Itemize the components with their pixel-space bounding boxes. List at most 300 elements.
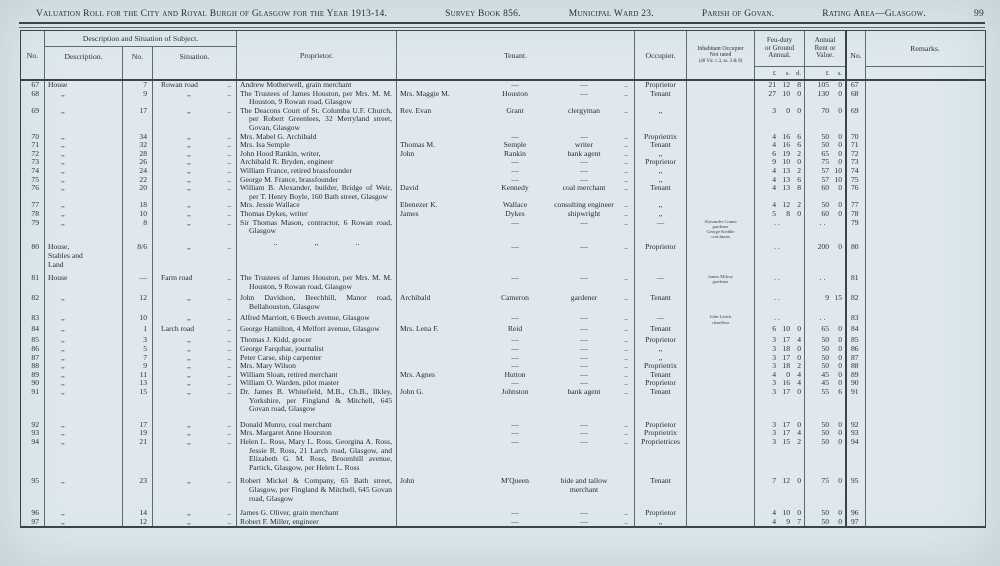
tenant-forename	[397, 509, 480, 518]
cell-proprietor: Archibald R. Bryden, engineer	[237, 158, 397, 167]
ditto-dots: ..	[227, 165, 231, 175]
tenant-forename	[397, 274, 480, 291]
money-part: s.	[837, 69, 842, 77]
cell-street-no: 34	[123, 133, 153, 142]
money-part: 65	[821, 323, 829, 333]
ditto-dots: ..	[624, 183, 628, 193]
tenant-surname: Houston	[502, 88, 528, 98]
cell-feu-duty	[755, 388, 805, 414]
situation-text: ,,	[187, 242, 191, 252]
money-part: 18	[782, 344, 790, 354]
ditto-dots: ..	[227, 293, 231, 303]
ditto-mark: ,,	[314, 238, 319, 248]
cell-no-left: 85	[21, 333, 45, 345]
tenant-forename: Thomas M.	[400, 140, 436, 150]
cell-occupier: ,,	[635, 176, 687, 185]
rating-area-label: Rating Area—Glasgow.	[822, 9, 927, 19]
money-part: 75	[821, 157, 829, 167]
ditto-dots: ..	[227, 273, 231, 283]
cell-street-no: 13	[123, 379, 153, 388]
ditto-dots: ..	[227, 352, 231, 362]
ditto-dots: ..	[227, 157, 231, 167]
inhabitant-line: James Milroy	[707, 274, 734, 280]
cell-feu-duty: ..	[755, 291, 805, 311]
situation-text: ,,	[187, 105, 191, 115]
ditto-dots: ..	[227, 428, 231, 438]
cell-remarks	[866, 184, 984, 201]
cell-no-right: 91	[847, 388, 866, 414]
situation-text: ,,	[187, 378, 191, 388]
cell-description	[45, 472, 123, 503]
tenant-forename: James	[400, 208, 419, 218]
tenant-occupation: —	[580, 242, 588, 252]
description-line: ,,	[61, 88, 65, 98]
cell-proprietor: John Hood Rankin, writer,	[237, 150, 397, 159]
tenant-occupation: hide and tallow merchant	[560, 476, 608, 494]
cell-no-right: 77	[847, 201, 866, 210]
money-part: 0	[838, 157, 842, 167]
ditto-dots: ..	[227, 131, 231, 141]
money-part: 0	[838, 508, 842, 518]
cell-no-right: 86	[847, 345, 866, 354]
ditto-dots: ..	[624, 369, 628, 379]
cell-street-no: 7	[123, 354, 153, 363]
cell-remarks	[866, 81, 984, 90]
tenant-occupation: —	[580, 369, 588, 379]
cell-description	[45, 345, 123, 354]
description-line: ,,	[61, 208, 65, 218]
cell-annual-rent	[805, 291, 847, 311]
money-part: 10	[782, 157, 790, 167]
cell-description	[45, 219, 123, 240]
cell-feu-duty	[755, 414, 805, 430]
money-part: 0	[797, 352, 801, 362]
header-remarks-title: Remarks.	[910, 43, 940, 53]
cell-no-left: 78	[21, 210, 45, 219]
cell-feu-duty: ..	[755, 219, 805, 240]
situation-text: ,,	[187, 183, 191, 193]
cell-no-right: 78	[847, 210, 866, 219]
money-part: 0	[797, 508, 801, 518]
money-part: 2	[797, 165, 801, 175]
money-part: 200	[817, 242, 829, 252]
money-part: 0	[797, 157, 801, 167]
money-part: d.	[796, 69, 801, 77]
cell-no-right: 68	[847, 90, 866, 107]
cell-no-left: 89	[21, 371, 45, 380]
cell-no-right: 97	[847, 518, 866, 527]
cell-occupier: —	[635, 269, 687, 291]
cell-occupier: ,,	[635, 210, 687, 219]
money-part: 0	[797, 208, 801, 218]
money-part: 6	[772, 323, 776, 333]
money-part: £	[825, 69, 829, 77]
situation-text: ,,	[187, 361, 191, 371]
money-part: 50	[821, 428, 829, 438]
cell-no-left: 82	[21, 291, 45, 311]
cell-inhabitant-occupier	[687, 210, 755, 219]
cell-situation	[153, 133, 237, 142]
survey-book-label: Survey Book 856.	[445, 9, 521, 19]
cell-situation	[153, 239, 237, 269]
ditto-mark: ..	[273, 238, 278, 248]
cell-remarks	[866, 133, 984, 142]
ditto-dots: ..	[624, 378, 628, 388]
cell-no-right: 72	[847, 150, 866, 159]
tenant-surname: Kennedy	[501, 183, 529, 193]
cell-inhabitant-occupier	[687, 362, 755, 371]
cell-description	[45, 354, 123, 363]
ditto-dots: ..	[227, 335, 231, 345]
cell-situation	[153, 150, 237, 159]
cell-situation	[153, 184, 237, 201]
cell-no-left: 81	[21, 269, 45, 291]
tenant-forename	[397, 336, 480, 345]
tenant-surname: —	[511, 273, 519, 283]
money-part: 6	[772, 148, 776, 158]
cell-situation	[153, 167, 237, 176]
money-part: 2	[797, 148, 801, 158]
situation-text: ,,	[187, 165, 191, 175]
money-part: 50	[821, 344, 829, 354]
tenant-surname: —	[511, 80, 519, 89]
cell-annual-rent	[805, 503, 847, 518]
tenant-forename: Mrs. Maggie M.	[400, 88, 450, 98]
ditto-dots: ..	[227, 323, 231, 333]
description-line: ,,	[61, 217, 65, 227]
cell-tenant	[397, 325, 635, 334]
cell-occupier: Proprietor	[635, 333, 687, 345]
cell-no-right: 92	[847, 414, 866, 430]
cell-inhabitant-occupier	[687, 371, 755, 380]
cell-remarks	[866, 333, 984, 345]
ditto-dots: ..	[624, 516, 628, 526]
cell-no-left: 83	[21, 311, 45, 324]
cell-situation	[153, 90, 237, 107]
cell-annual-rent	[805, 107, 847, 133]
masthead-divider-rule	[19, 22, 985, 28]
cell-description	[45, 518, 123, 527]
cell-no-left: 93	[21, 429, 45, 438]
cell-annual-rent	[805, 414, 847, 430]
cell-no-right: 83	[847, 311, 866, 324]
ditto-dots: ..	[624, 323, 628, 333]
cell-situation	[153, 176, 237, 185]
description-line: ,,	[61, 140, 65, 150]
cell-no-right: 67	[847, 81, 866, 90]
cell-no-right: 88	[847, 362, 866, 371]
ditto-dots: ..	[624, 131, 628, 141]
situation-text: ,,	[187, 508, 191, 518]
description-line: ,,	[61, 378, 65, 388]
money-part: 0	[838, 344, 842, 354]
money-part: 0	[797, 476, 801, 486]
cell-street-no: 11	[123, 371, 153, 380]
cell-no-left: 80	[21, 239, 45, 269]
tenant-forename: Ebenezer K.	[400, 200, 438, 210]
money-part: 27	[768, 88, 776, 98]
money-part: 9	[786, 516, 790, 526]
cell-inhabitant-occupier	[687, 345, 755, 354]
cell-street-no: 17	[123, 414, 153, 430]
tenant-surname: Grant	[506, 105, 524, 115]
cell-street-no: 8/6	[123, 239, 153, 269]
cell-situation	[153, 518, 237, 527]
cell-remarks	[866, 414, 984, 430]
header-occupier: Occupier.	[635, 31, 687, 79]
cell-inhabitant-occupier	[687, 201, 755, 210]
cell-occupier: Proprietor	[635, 503, 687, 518]
ditto-dots: ..	[227, 80, 231, 89]
ditto-dots: ..	[227, 174, 231, 184]
cell-annual-rent	[805, 90, 847, 107]
cell-street-no: 12	[123, 291, 153, 311]
money-part: 4	[772, 140, 776, 150]
ditto-dots	[618, 477, 634, 503]
situation-text: ,,	[187, 437, 191, 446]
cell-situation	[153, 81, 237, 90]
cell-no-left: 79	[21, 219, 45, 240]
tenant-occupation: bank agent	[567, 148, 601, 158]
cell-occupier: ,,	[635, 345, 687, 354]
cell-proprietor: Mrs. Jessie Wallace	[237, 201, 397, 210]
money-part: 6	[838, 387, 842, 397]
cell-description	[45, 333, 123, 345]
money-part: 9	[772, 157, 776, 167]
tenant-surname: —	[511, 516, 519, 526]
cell-occupier: ,,	[635, 354, 687, 363]
situation-text: ,,	[187, 387, 191, 397]
tenant-occupation: gardener	[570, 293, 598, 303]
cell-proprietor: Thomas Dykes, writer	[237, 210, 397, 219]
description-line: ,,	[61, 335, 65, 345]
ditto-dots: ..	[624, 80, 628, 89]
money-part: 15	[782, 437, 790, 446]
header-feu-line2: or Ground	[765, 43, 794, 52]
cell-no-left: 69	[21, 107, 45, 133]
money-part: 0	[838, 369, 842, 379]
money-part: 4	[797, 335, 801, 345]
cell-situation	[153, 354, 237, 363]
cell-remarks	[866, 354, 984, 363]
tenant-occupation: —	[580, 361, 588, 371]
cell-street-no: 28	[123, 150, 153, 159]
description-line: ,,	[61, 183, 65, 193]
money-part: 0	[838, 105, 842, 115]
cell-no-right: 76	[847, 184, 866, 201]
money-part: 8	[797, 80, 801, 89]
ditto-dots: ..	[227, 344, 231, 354]
cell-occupier: ,,	[635, 201, 687, 210]
table-row	[21, 239, 985, 269]
cell-inhabitant-occupier	[687, 167, 755, 176]
money-part: 0	[838, 516, 842, 526]
cell-street-no: 14	[123, 503, 153, 518]
cell-street-no: 1	[123, 325, 153, 334]
money-part: 10	[834, 165, 842, 175]
tenant-surname: —	[511, 165, 519, 175]
cell-occupier: Proprietor	[635, 81, 687, 90]
money-part: 0	[838, 131, 842, 141]
description-line: ,,	[61, 148, 65, 158]
money-part: 0	[838, 242, 842, 252]
cell-street-no: 15	[123, 388, 153, 414]
money-part: 10	[782, 323, 790, 333]
header-feu-duty	[755, 31, 805, 79]
money-part: 65	[821, 148, 829, 158]
cell-inhabitant-occupier	[687, 150, 755, 159]
tenant-forename: Mrs. Agnes	[400, 369, 436, 379]
cell-annual-rent	[805, 438, 847, 472]
cell-remarks	[866, 150, 984, 159]
cell-proprietor: William B. Alexander, builder, Bridge of Weir, per T. Henry Boyle, 160 Bath street, Glasgow	[237, 184, 397, 201]
cell-remarks	[866, 158, 984, 167]
money-part: 4	[797, 428, 801, 438]
situation-text: ,,	[187, 200, 191, 210]
description-line: House	[48, 273, 68, 283]
cell-remarks	[866, 167, 984, 176]
cell-situation	[153, 503, 237, 518]
ditto-dots: ..	[227, 437, 231, 446]
table-body	[21, 81, 985, 526]
header-rent-line1: Annual	[814, 35, 836, 44]
money-part: 0	[838, 323, 842, 333]
money-part: 17	[782, 335, 790, 345]
cell-annual-rent	[805, 184, 847, 201]
cell-remarks	[866, 219, 984, 240]
cell-street-no: 18	[123, 201, 153, 210]
cell-inhabitant-occupier	[687, 184, 755, 201]
document-title: Valuation Roll for the City and Royal Burgh of Glasgow for the Year 1913-14.	[36, 9, 388, 19]
header-inhabitant-line1: Inhabitant Occupier	[697, 45, 744, 52]
cell-tenant	[397, 291, 635, 311]
ditto-dots: ..	[227, 516, 231, 526]
cell-remarks	[866, 429, 984, 438]
tenant-surname: Johnston	[501, 387, 529, 397]
tenant-occupation: —	[580, 352, 588, 362]
cell-remarks	[866, 210, 984, 219]
situation-text: ,,	[187, 174, 191, 184]
ditto-dots: ..	[624, 361, 628, 371]
header-street-no: No.	[123, 47, 153, 79]
tenant-occupation: —	[580, 313, 588, 323]
cell-inhabitant-occupier	[687, 133, 755, 142]
cell-occupier: Tenant	[635, 371, 687, 380]
money-part: 57	[821, 174, 829, 184]
tenant-surname: —	[511, 378, 519, 388]
money-part: 16	[782, 131, 790, 141]
cell-no-right: 71	[847, 141, 866, 150]
cell-situation	[153, 438, 237, 472]
money-part: 3	[772, 419, 776, 429]
cell-situation	[153, 311, 237, 324]
table-row	[21, 90, 985, 107]
cell-no-left: 72	[21, 150, 45, 159]
ditto-dots: ..	[227, 361, 231, 371]
money-part: 60	[821, 208, 829, 218]
cell-street-no: 22	[123, 176, 153, 185]
tenant-forename	[397, 354, 480, 363]
table-row	[21, 291, 985, 311]
tenant-forename	[397, 345, 480, 354]
cell-no-right: 70	[847, 133, 866, 142]
money-part: 2	[797, 437, 801, 446]
cell-description	[45, 184, 123, 201]
cell-no-right: 81	[847, 269, 866, 291]
tenant-surname: —	[511, 174, 519, 184]
cell-situation	[153, 362, 237, 371]
header-feu-line3: Annual.	[768, 51, 791, 60]
cell-remarks	[866, 201, 984, 210]
cell-no-right: 87	[847, 354, 866, 363]
cell-street-no: 19	[123, 429, 153, 438]
cell-proprietor: George M. France, brassfounder	[237, 176, 397, 185]
cell-description	[45, 269, 123, 291]
inhabitant-line: Alexander Comer	[704, 218, 737, 224]
cell-situation	[153, 107, 237, 133]
table-row	[21, 325, 985, 334]
situation-text: ,,	[187, 369, 191, 379]
header-remarks	[866, 31, 984, 79]
situation-text: ,,	[187, 476, 191, 486]
cell-inhabitant-occupier	[687, 158, 755, 167]
situation-text: ,,	[187, 352, 191, 362]
money-part: 0	[838, 419, 842, 429]
cell-no-right: 74	[847, 167, 866, 176]
cell-description	[45, 107, 123, 133]
cell-proprietor: Peter Carse, ship carpenter	[237, 354, 397, 363]
situation-text: ,,	[187, 516, 191, 526]
money-part: 10	[782, 508, 790, 518]
ditto-dots: ..	[624, 148, 628, 158]
money-part: 6	[797, 174, 801, 184]
money-part: 0	[838, 476, 842, 486]
tenant-occupation: —	[580, 419, 588, 429]
cell-occupier: ,,	[635, 518, 687, 527]
cell-occupier: Proprietor	[635, 158, 687, 167]
description-line: ,,	[61, 174, 65, 184]
situation-text: ,,	[187, 313, 191, 323]
ditto-dots: ..	[227, 148, 231, 158]
cell-annual-rent	[805, 518, 847, 527]
parish-label: Parish of Govan.	[701, 9, 775, 19]
cell-street-no: 10	[123, 311, 153, 324]
cell-description	[45, 371, 123, 380]
tenant-occupation: —	[580, 80, 588, 89]
cell-feu-duty	[755, 325, 805, 334]
tenant-occupation: clergyman	[568, 105, 600, 115]
cell-situation	[153, 141, 237, 150]
cell-situation	[153, 219, 237, 240]
table-row	[21, 388, 985, 414]
cell-tenant	[397, 438, 635, 472]
header-rent-line3: Value.	[816, 51, 834, 60]
cell-inhabitant-occupier	[687, 269, 755, 291]
money-part: 0	[797, 323, 801, 333]
money-part: 19	[782, 148, 790, 158]
ditto-dots: ..	[227, 419, 231, 429]
description-line: House,	[48, 242, 70, 252]
cell-occupier: Tenant	[635, 325, 687, 334]
cell-feu-duty	[755, 90, 805, 107]
cell-no-right: 73	[847, 158, 866, 167]
cell-description	[45, 429, 123, 438]
cell-inhabitant-occupier	[687, 176, 755, 185]
table-row	[21, 438, 985, 472]
money-part: 12	[782, 80, 790, 89]
money-part: 6	[797, 140, 801, 150]
cell-situation	[153, 371, 237, 380]
